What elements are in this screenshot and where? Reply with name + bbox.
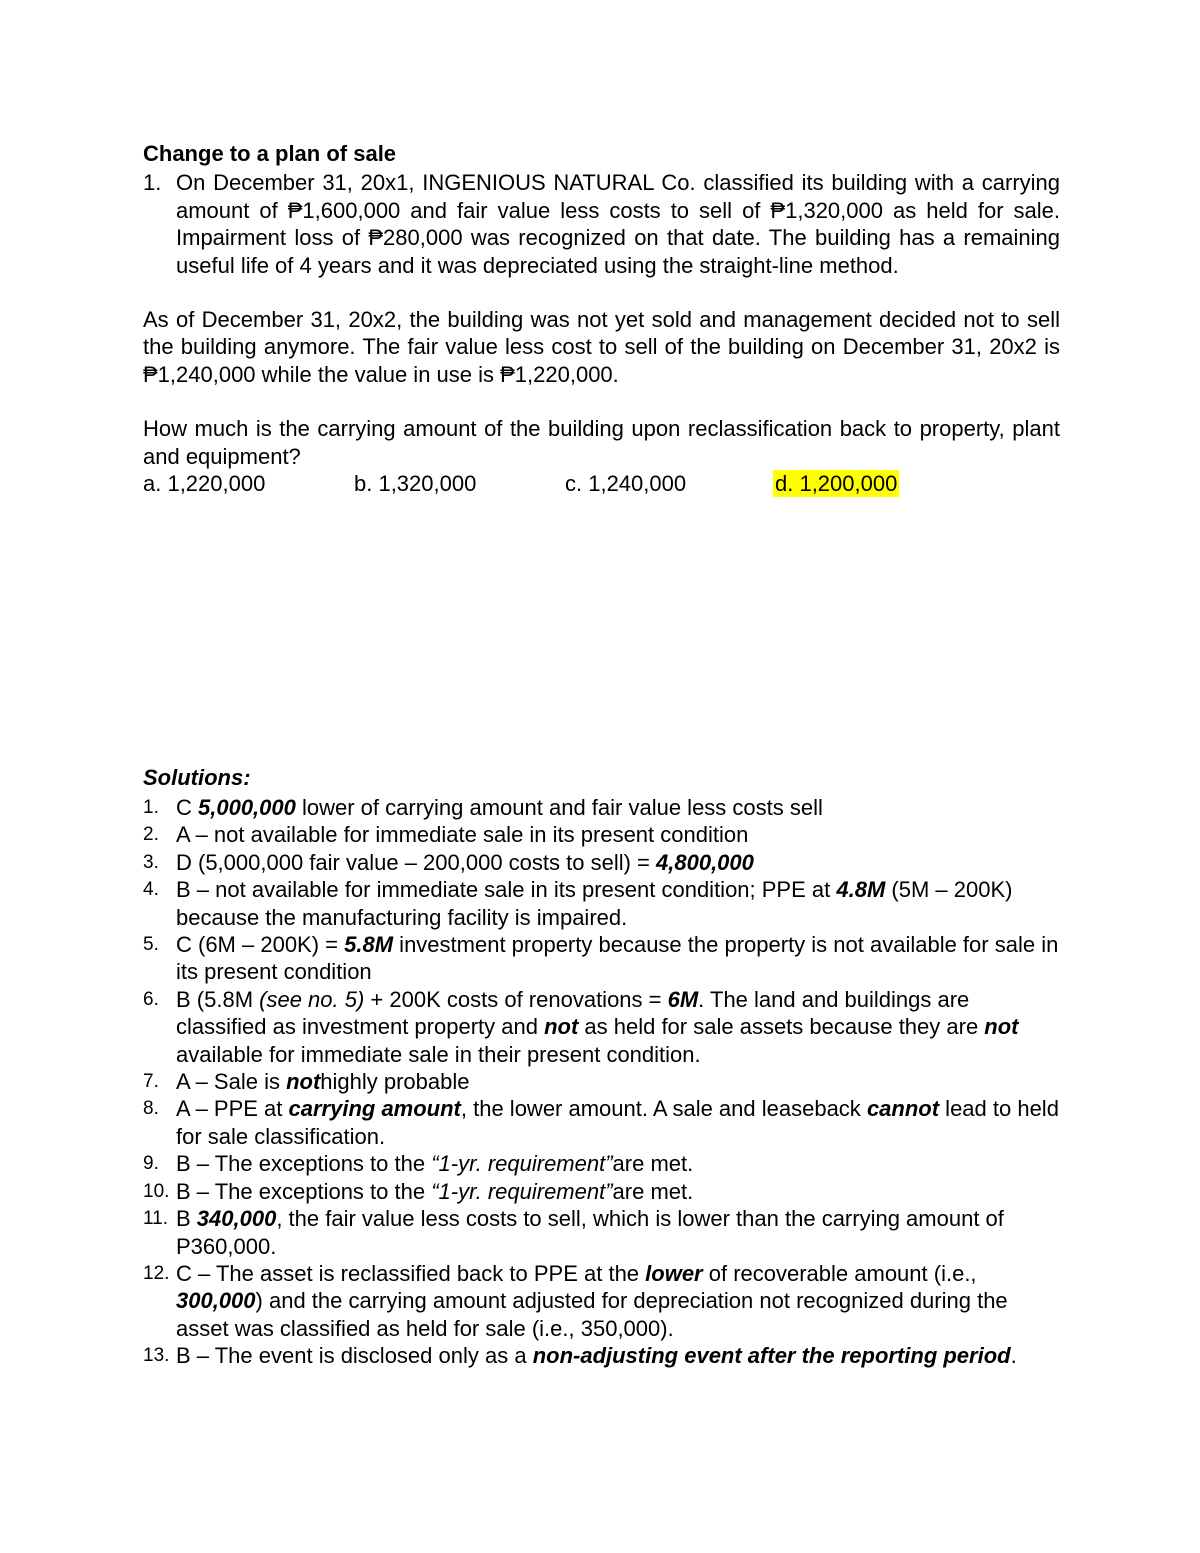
choice-b: b. 1,320,000 — [354, 471, 477, 497]
solution-number: 2. — [143, 824, 159, 846]
solution-text — [176, 1095, 1060, 1150]
solution-text — [176, 986, 1060, 1068]
choice-c: c. 1,240,000 — [565, 471, 687, 497]
solution-text-run: as held for sale assets because they are — [578, 1014, 985, 1040]
solution-item — [143, 794, 1060, 821]
solution-text-run: (5M – 200K) because the manufacturing facility is impaired. — [176, 877, 1013, 930]
solution-emphasis: 4.8M — [836, 877, 886, 903]
solution-text-run: B – The exceptions to the — [176, 1178, 432, 1204]
solution-number: 5. — [143, 934, 159, 956]
solution-text-run: D (5,000,000 fair value – 200,000 costs to sell) = — [176, 849, 657, 875]
solution-emphasis: lower — [645, 1260, 703, 1286]
solution-text-run: , the lower amount. A sale and leaseback — [460, 1096, 867, 1122]
solution-emphasis: 5.8M — [344, 932, 394, 958]
solution-emphasis: “1-yr. requirement” — [431, 1151, 613, 1177]
solution-text-run: B – not available for immediate sale in its present condition; PPE at — [176, 877, 837, 903]
solution-item — [143, 1342, 1060, 1369]
solution-text — [176, 1178, 1060, 1205]
solution-item — [143, 849, 1060, 876]
solution-text-run: C — [176, 795, 198, 820]
solution-number: 3. — [143, 851, 159, 873]
solution-text-run: + 200K costs of renovations = — [364, 986, 668, 1012]
solutions-list — [143, 794, 1060, 1370]
solution-emphasis: non-adjusting event after the reporting period — [532, 1343, 1011, 1369]
solution-number: 13. — [143, 1345, 170, 1367]
solution-emphasis: 5,000,000 — [198, 795, 296, 820]
solution-number: 4. — [143, 879, 159, 901]
solution-emphasis: 300,000 — [176, 1288, 256, 1314]
question-paragraph-2: As of December 31, 20x2, the building was not yet sold and management decided not to sell the building anymore. The fair value less cost to sell of the building on December 31, 20x2 is ₱1,240,000 while the value in use is ₱1,220,000. — [143, 307, 1060, 387]
solution-text — [176, 1068, 1060, 1095]
solution-text-run: lead to held for sale classification. — [176, 1096, 1059, 1149]
solution-text — [176, 1342, 1060, 1369]
solution-emphasis: 6M — [667, 986, 699, 1012]
question-number: 1. — [143, 170, 162, 196]
question-text: On December 31, 20x1, INGENIOUS NATURAL Co. classified its building with a carrying amount of ₱1,600,000 and fair value less costs to sell of ₱1,320,000 as held for sale. Impairment loss of ₱280,000 was recognized on that date. The building has a remaining useful life of 4 years and it was depreciated using the straight-line method. — [176, 170, 1060, 278]
solution-text-run: highly probable — [320, 1069, 470, 1095]
solution-text — [176, 794, 1060, 821]
solution-item — [143, 1205, 1060, 1260]
solution-text — [176, 821, 1060, 848]
solution-text — [176, 931, 1060, 986]
solution-text — [176, 1205, 1060, 1260]
solution-number: 10. — [143, 1180, 170, 1202]
solution-item — [143, 1178, 1060, 1205]
solution-text-run: B — [176, 1206, 197, 1232]
solution-text-run: . The land and buildings are classified as investment property and — [176, 986, 970, 1040]
solution-number: 7. — [143, 1071, 159, 1093]
solution-text-run: B (5.8M — [176, 986, 260, 1012]
solution-item — [143, 1150, 1060, 1177]
question-item — [143, 169, 1060, 279]
solution-emphasis: cannot — [866, 1096, 940, 1122]
solution-emphasis: not — [984, 1014, 1019, 1040]
solution-text-run: C – The asset is reclassified back to PPE at the — [176, 1260, 646, 1286]
solution-item — [143, 1095, 1060, 1150]
solution-text-run: . — [1010, 1343, 1017, 1369]
solution-item — [143, 986, 1060, 1068]
solutions-heading: Solutions: — [143, 765, 251, 790]
solution-emphasis: (see no. 5) — [259, 986, 365, 1012]
solution-item — [143, 931, 1060, 986]
solution-text-run: are met. — [612, 1151, 694, 1177]
document-body — [143, 140, 1060, 1369]
solution-emphasis: not — [286, 1069, 321, 1095]
solution-number: 11. — [143, 1208, 169, 1230]
solution-item — [143, 821, 1060, 848]
choice-a: a. 1,220,000 — [143, 471, 266, 497]
solution-text — [176, 849, 1060, 876]
solution-text-run: available for immediate sale in their present condition. — [176, 1041, 701, 1067]
solution-number: 8. — [143, 1098, 159, 1120]
answer-choices — [143, 470, 1060, 498]
question-prompt: How much is the carrying amount of the building upon reclassification back to property, plant and equipment? — [143, 416, 1060, 469]
solution-text-run: C (6M – 200K) = — [176, 932, 345, 958]
solution-text-run: A – PPE at — [176, 1096, 289, 1122]
solution-item — [143, 1260, 1060, 1342]
solution-text-run: B – The event is disclosed only as a — [176, 1343, 533, 1369]
solution-text-run: A – not available for immediate sale in its present condition — [176, 822, 749, 848]
solution-text-run: ) and the carrying amount adjusted for depreciation not recognized during the asset was classified as held for sale (i.e., 350,000). — [176, 1288, 1008, 1341]
solution-number: 12. — [143, 1262, 170, 1284]
solution-item — [143, 876, 1060, 931]
solution-text — [176, 1150, 1060, 1177]
solution-emphasis: carrying amount — [288, 1096, 461, 1122]
solution-item — [143, 1068, 1060, 1095]
solution-text-run: lower of carrying amount and fair value less costs sell — [295, 795, 823, 820]
choice-d-highlighted: d. 1,200,000 — [775, 471, 898, 497]
solution-text-run: are met. — [612, 1178, 694, 1204]
solution-number: 9. — [143, 1153, 159, 1175]
solution-text-run: B – The exceptions to the — [176, 1151, 432, 1177]
solution-text — [176, 876, 1060, 931]
solution-text — [176, 1260, 1060, 1342]
solution-number: 1. — [143, 797, 159, 818]
solution-emphasis: 340,000 — [196, 1206, 277, 1232]
section-heading: Change to a plan of sale — [143, 141, 397, 166]
solution-emphasis: “1-yr. requirement” — [431, 1178, 613, 1204]
solution-text-run: of recoverable amount (i.e., — [702, 1260, 977, 1286]
solution-emphasis: not — [544, 1014, 579, 1040]
solution-emphasis: 4,800,000 — [656, 849, 754, 875]
solution-text-run: A – Sale is — [176, 1069, 287, 1095]
solution-text-run: investment property because the property is not available for sale in its present condition — [176, 932, 1059, 985]
solution-text-run: , the fair value less costs to sell, which is lower than the carrying amount of P360,000. — [176, 1206, 1004, 1259]
solution-number: 6. — [143, 988, 159, 1010]
